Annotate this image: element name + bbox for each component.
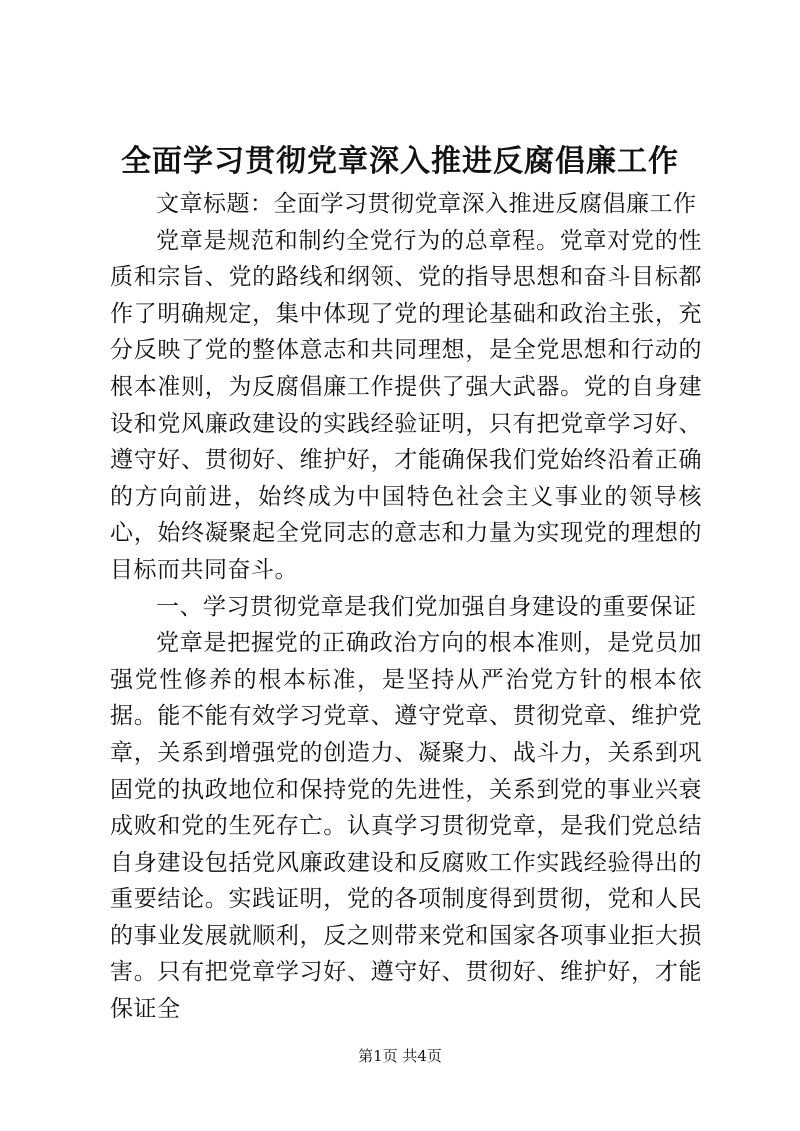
document-title: 全面学习贯彻党章深入推进反腐倡廉工作 [121,144,679,179]
document-body [110,186,702,1028]
page-number: 第1页 共4页 [358,1047,442,1065]
paragraph-section-1: 党章是把握党的正确政治方向的根本准则，是党员加强党性修养的根本标准，是坚持从严治党方针的根本依据。能不能有效学习党章、遵守党章、贯彻党章、维护党章，关系到增强党的创造力、凝聚力、战斗力，关系到巩固党的执政地位和保持党的先进性，关系到党的事业兴衰成败和党的生死存亡。认真学习贯彻党章，是我们党总结自身建设包括党风廉政建设和反腐败工作实践经验得出的重要结论。实践证明，党的各项制度得到贯彻，党和人民的事业发展就顺利，反之则带来党和国家各项事业拒大损害。只有把党章学习好、遵守好、贯彻好、维护好，才能保证全 [110,630,702,1023]
section-heading-1: 一、学习贯彻党章是我们党加强自身建设的重要保证 [156,593,697,620]
article-title-line: 文章标题：全面学习贯彻党章深入推进反腐倡廉工作 [156,191,697,217]
page-footer [0,1046,800,1066]
paragraph-intro: 党章是规范和制约全党行为的总章程。党章对党的性质和宗旨、党的路线和纲领、党的指导思想和奋斗目标都作了明确规定，集中体现了党的理论基础和政治主张，充分反映了党的整体意志和共同理想，是全党思想和行动的根本准则，为反腐倡廉工作提供了强大武器。党的自身建设和党风廉政建设的实践经验证明，只有把党章学习好、遵守好、贯彻好、维护好，才能确保我们党始终沿着正确的方向前进，始终成为中国特色社会主义事业的领导核心，始终凝聚起全党同志的意志和力量为实现党的理想的目标而共同奋斗。 [110,227,702,583]
